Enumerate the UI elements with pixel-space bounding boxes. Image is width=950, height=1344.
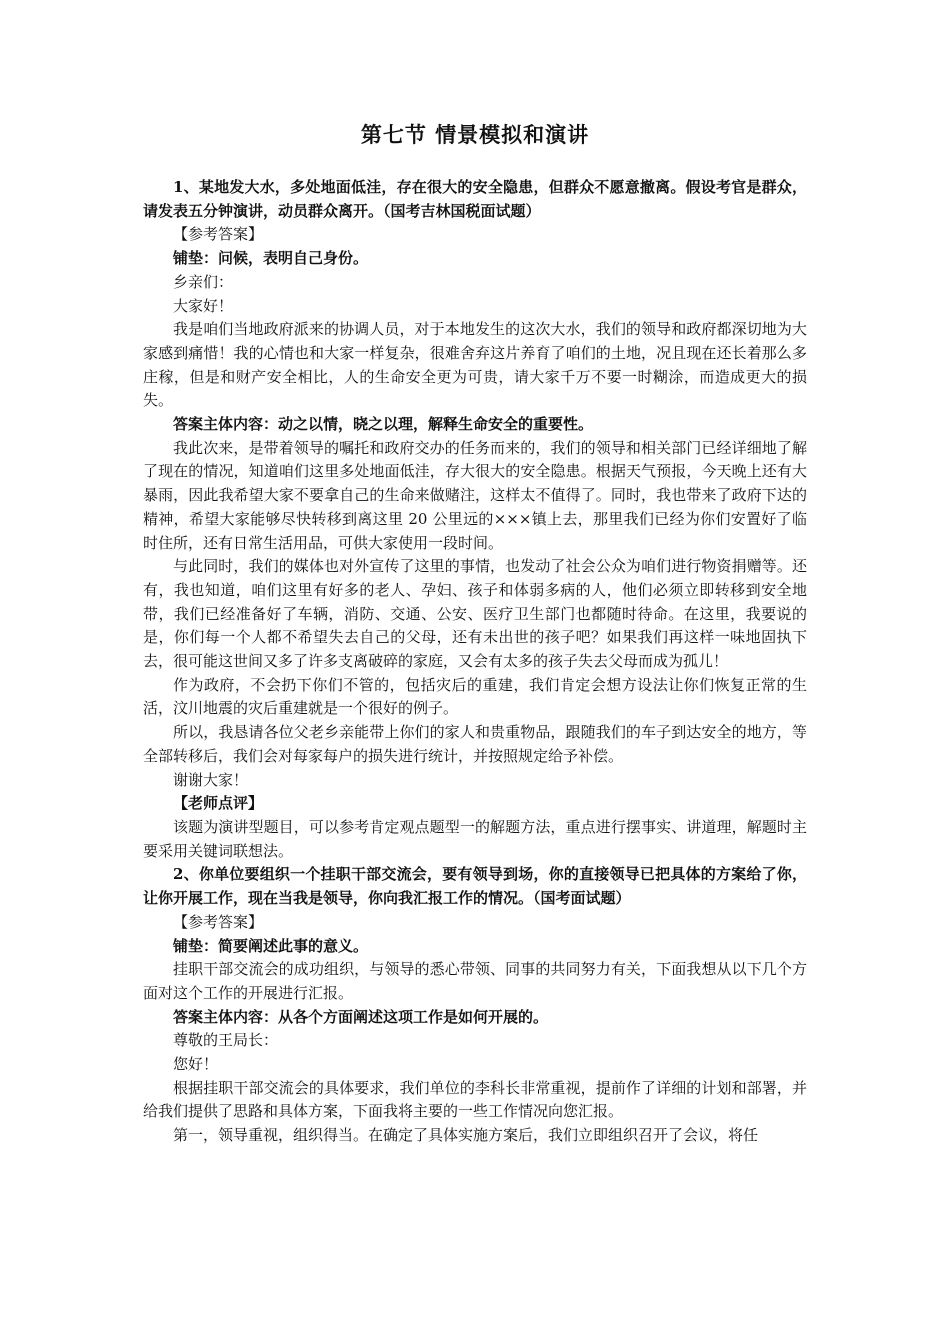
body-paragraph: 大家好！ [173,296,234,315]
document-body [143,176,807,1148]
body-paragraph: 【参考答案】 [173,912,264,931]
body-paragraph: 乡亲们： [173,272,234,291]
body-paragraph: 第一，领导重视，组织得当。在确定了具体实施方案后，我们立即组织召开了会议，将任 [173,1126,759,1145]
body-paragraph: 尊敬的王局长： [173,1031,279,1050]
body-paragraph: 我是咱们当地政府派来的协调人员，对于本地发生的这次大水，我们的领导和政府都深切地为大家感到痛惜！我的心情也和大家一样复杂，很难舍弃这片养育了咱们的土地，况且现在还长着那么多庄稼，但是和财产安全相比，人的生命安全更为可贵，请大家千万不要一时糊涂，而造成更大的损失。 [143,320,807,410]
section-title: 第七节 情景模拟和演讲 [360,122,590,147]
body-paragraph: 与此同时，我们的媒体也对外宣传了这里的事情，也发动了社会公众为咱们进行物资捐赠等。还有，我也知道，咱们这里有好多的老人、孕妇、孩子和体弱多病的人，他们必须立即转移到安全地带，我们已经准备好了车辆，消防、交通、公安、医疗卫生部门也都随时待命。在这里，我要说的是，你们每一个人都不希望失去自己的父母，还有未出世的孩子吧？如果我们再这样一味地固执下去，很可能这世间又多了许多支离破碎的家庭，又会有太多的孩子失去父母而成为孤儿！ [143,557,807,671]
heading-paragraph: 铺垫：简要阐述此事的意义。 [173,936,369,955]
heading-paragraph: 【老师点评】 [173,794,264,813]
body-paragraph: 【参考答案】 [173,225,264,244]
body-paragraph: 该题为演讲型题目，可以参考肯定观点题型一的解题方法，重点进行摆事实、讲道理，解题时主要采用关键词联想法。 [143,817,807,860]
body-paragraph: 挂职干部交流会的成功组织，与领导的悉心带领、同事的共同努力有关，下面我想从以下几个方面对这个工作的开展进行汇报。 [143,960,807,1002]
heading-paragraph: 铺垫：问候，表明自己身份。 [173,249,369,268]
body-paragraph: 作为政府，不会扔下你们不管的，包括灾后的重建，我们肯定会想方设法让你们恢复正常的生活，汶川地震的灾后重建就是一个很好的例子。 [143,675,807,718]
heading-paragraph: 2、你单位要组织一个挂职干部交流会，要有领导到场，你的直接领导已把具体的方案给了你，让你开展工作，现在当我是领导，你向我汇报工作的情况。（国考面试题） [143,865,807,908]
body-paragraph: 所以，我恳请各位父老乡亲能带上你们的家人和贵重物品，跟随我们的车子到达安全的地方，等全部转移后，我们会对每家每户的损失进行统计，并按照规定给予补偿。 [143,723,807,765]
body-paragraph: 根据挂职干部交流会的具体要求，我们单位的李科长非常重视，提前作了详细的计划和部署，并给我们提供了思路和具体方案，下面我将主要的一些工作情况向您汇报。 [143,1078,807,1121]
heading-paragraph: 1、某地发大水，多处地面低洼，存在很大的安全隐患，但群众不愿意撤离。假设考官是群众，请发表五分钟演讲，动员群众离开。（国考吉林国税面试题） [143,178,807,220]
heading-paragraph: 答案主体内容：动之以情，晓之以理，解释生命安全的重要性。 [173,415,594,434]
body-paragraph: 谢谢大家！ [173,770,249,789]
body-paragraph: 您好！ [173,1055,219,1074]
body-paragraph: 我此次来，是带着领导的嘱托和政府交办的任务而来的，我们的领导和相关部门已经详细地了解了现在的情况，知道咱们这里多处地面低洼，存大很大的安全隐患。根据天气预报，今天晚上还有大暴雨，因此我希望大家不要拿自己的生命来做赌注，这样太不值得了。同时，我也带来了政府下达的精神，希望大家能够尽快转移到离这里 20 公里远的×××镇上去，那里我们已经为你们安置好了临时住所，还有日常生活用品，可供大家使用一段时间。 [143,438,807,552]
heading-paragraph: 答案主体内容：从各个方面阐述这项工作是如何开展的。 [173,1007,549,1026]
